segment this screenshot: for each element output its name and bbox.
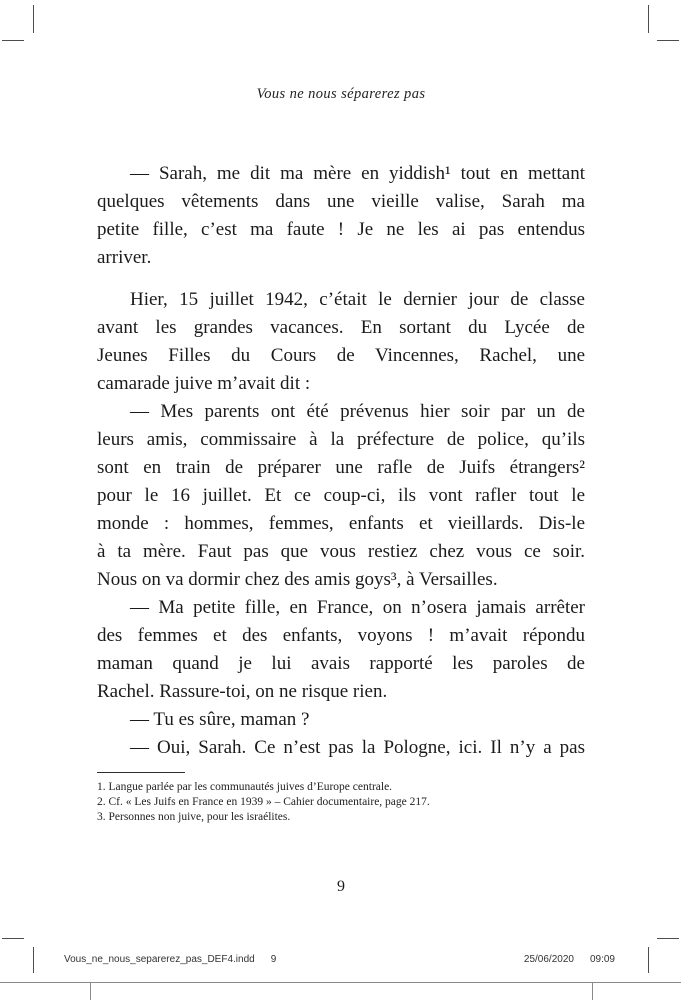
- sheet-bottom-edge: [0, 982, 681, 983]
- crop-mark-top-right-vertical: [648, 5, 649, 33]
- text-line: monde : hommes, femmes, enfants et vieillards. Dis-le: [97, 513, 585, 534]
- text-line: sont en train de préparer une rafle de Juifs étrangers²: [97, 457, 585, 478]
- text-line: petite fille, c’est ma faute ! Je ne les ai pas entendus: [97, 219, 585, 240]
- paragraph: [97, 286, 585, 398]
- footnote-item: 1. Langue parlée par les communautés juives d’Europe centrale.: [97, 781, 393, 793]
- text-line: — Ma petite fille, en France, on n’osera jamais arrêter: [130, 597, 585, 618]
- paragraph: [97, 706, 585, 734]
- footnotes: [97, 780, 585, 825]
- text-line: pour le 16 juillet. Et ce coup-ci, ils vont rafler tout le: [97, 485, 585, 506]
- text-line: Hier, 15 juillet 1942, c’était le dernier jour de classe: [130, 289, 585, 310]
- footnote-item: 3. Personnes non juive, pour les israélites.: [97, 811, 291, 823]
- slug-time: 09:09: [589, 954, 615, 965]
- text-line: arriver.: [97, 247, 152, 268]
- crop-mark-bottom-right-horizontal: [657, 938, 679, 939]
- text-line: à ta mère. Faut pas que vous restiez chez vous ce soir.: [97, 541, 585, 562]
- text-line: avant les grandes vacances. En sortant du Lycée de: [97, 317, 585, 338]
- text-line: Jeunes Filles du Cours de Vincennes, Rachel, une: [97, 345, 585, 366]
- footnote-item: 2. Cf. « Les Juifs en France en 1939 » – Cahier documentaire, page 217.: [97, 796, 430, 808]
- page-body: [97, 160, 585, 762]
- page-number: 9: [337, 878, 345, 895]
- paragraph: [97, 160, 585, 272]
- footnote-separator-rule: [97, 772, 185, 773]
- paragraph: [97, 398, 585, 594]
- slug-line: [0, 954, 681, 968]
- slug-date: 25/06/2020: [523, 954, 574, 965]
- crop-mark-top-left-vertical: [33, 5, 34, 33]
- text-line: leurs amis, commissaire à la préfecture de police, qu’ils: [97, 429, 585, 450]
- slug-filename: Vous_ne_nous_separerez_pas_DEF4.indd: [64, 954, 255, 965]
- text-line: Rachel. Rassure-toi, on ne risque rien.: [97, 681, 388, 702]
- crop-mark-bottom-left-horizontal: [2, 938, 24, 939]
- text-line: quelques vêtements dans une vieille valise, Sarah ma: [97, 191, 585, 212]
- paragraph: [97, 594, 585, 706]
- crop-mark-top-left-horizontal: [2, 40, 24, 41]
- text-line: — Sarah, me dit ma mère en yiddish¹ tout en mettant: [130, 163, 585, 184]
- bottom-tick-left: [90, 982, 91, 1000]
- text-line: Nous on va dormir chez des amis goys³, à Versailles.: [97, 569, 498, 590]
- crop-mark-top-right-horizontal: [657, 40, 679, 41]
- text-line: — Mes parents ont été prévenus hier soir par un de: [130, 401, 585, 422]
- paragraph: [97, 734, 585, 762]
- bottom-tick-right: [592, 982, 593, 1000]
- slug-filename-group: [64, 954, 276, 965]
- text-line: maman quand je lui avais rapporté les paroles de: [97, 653, 585, 674]
- text-line: des femmes et des enfants, voyons ! m’avait répondu: [97, 625, 585, 646]
- running-head: Vous ne nous séparerez pas: [256, 86, 426, 102]
- slug-datetime-group: [524, 954, 615, 965]
- text-line: — Oui, Sarah. Ce n’est pas la Pologne, ici. Il n’y a pas: [130, 737, 585, 758]
- text-line: camarade juive m’avait dit :: [97, 373, 311, 394]
- slug-page-number: 9: [270, 954, 277, 965]
- text-line: — Tu es sûre, maman ?: [130, 709, 310, 730]
